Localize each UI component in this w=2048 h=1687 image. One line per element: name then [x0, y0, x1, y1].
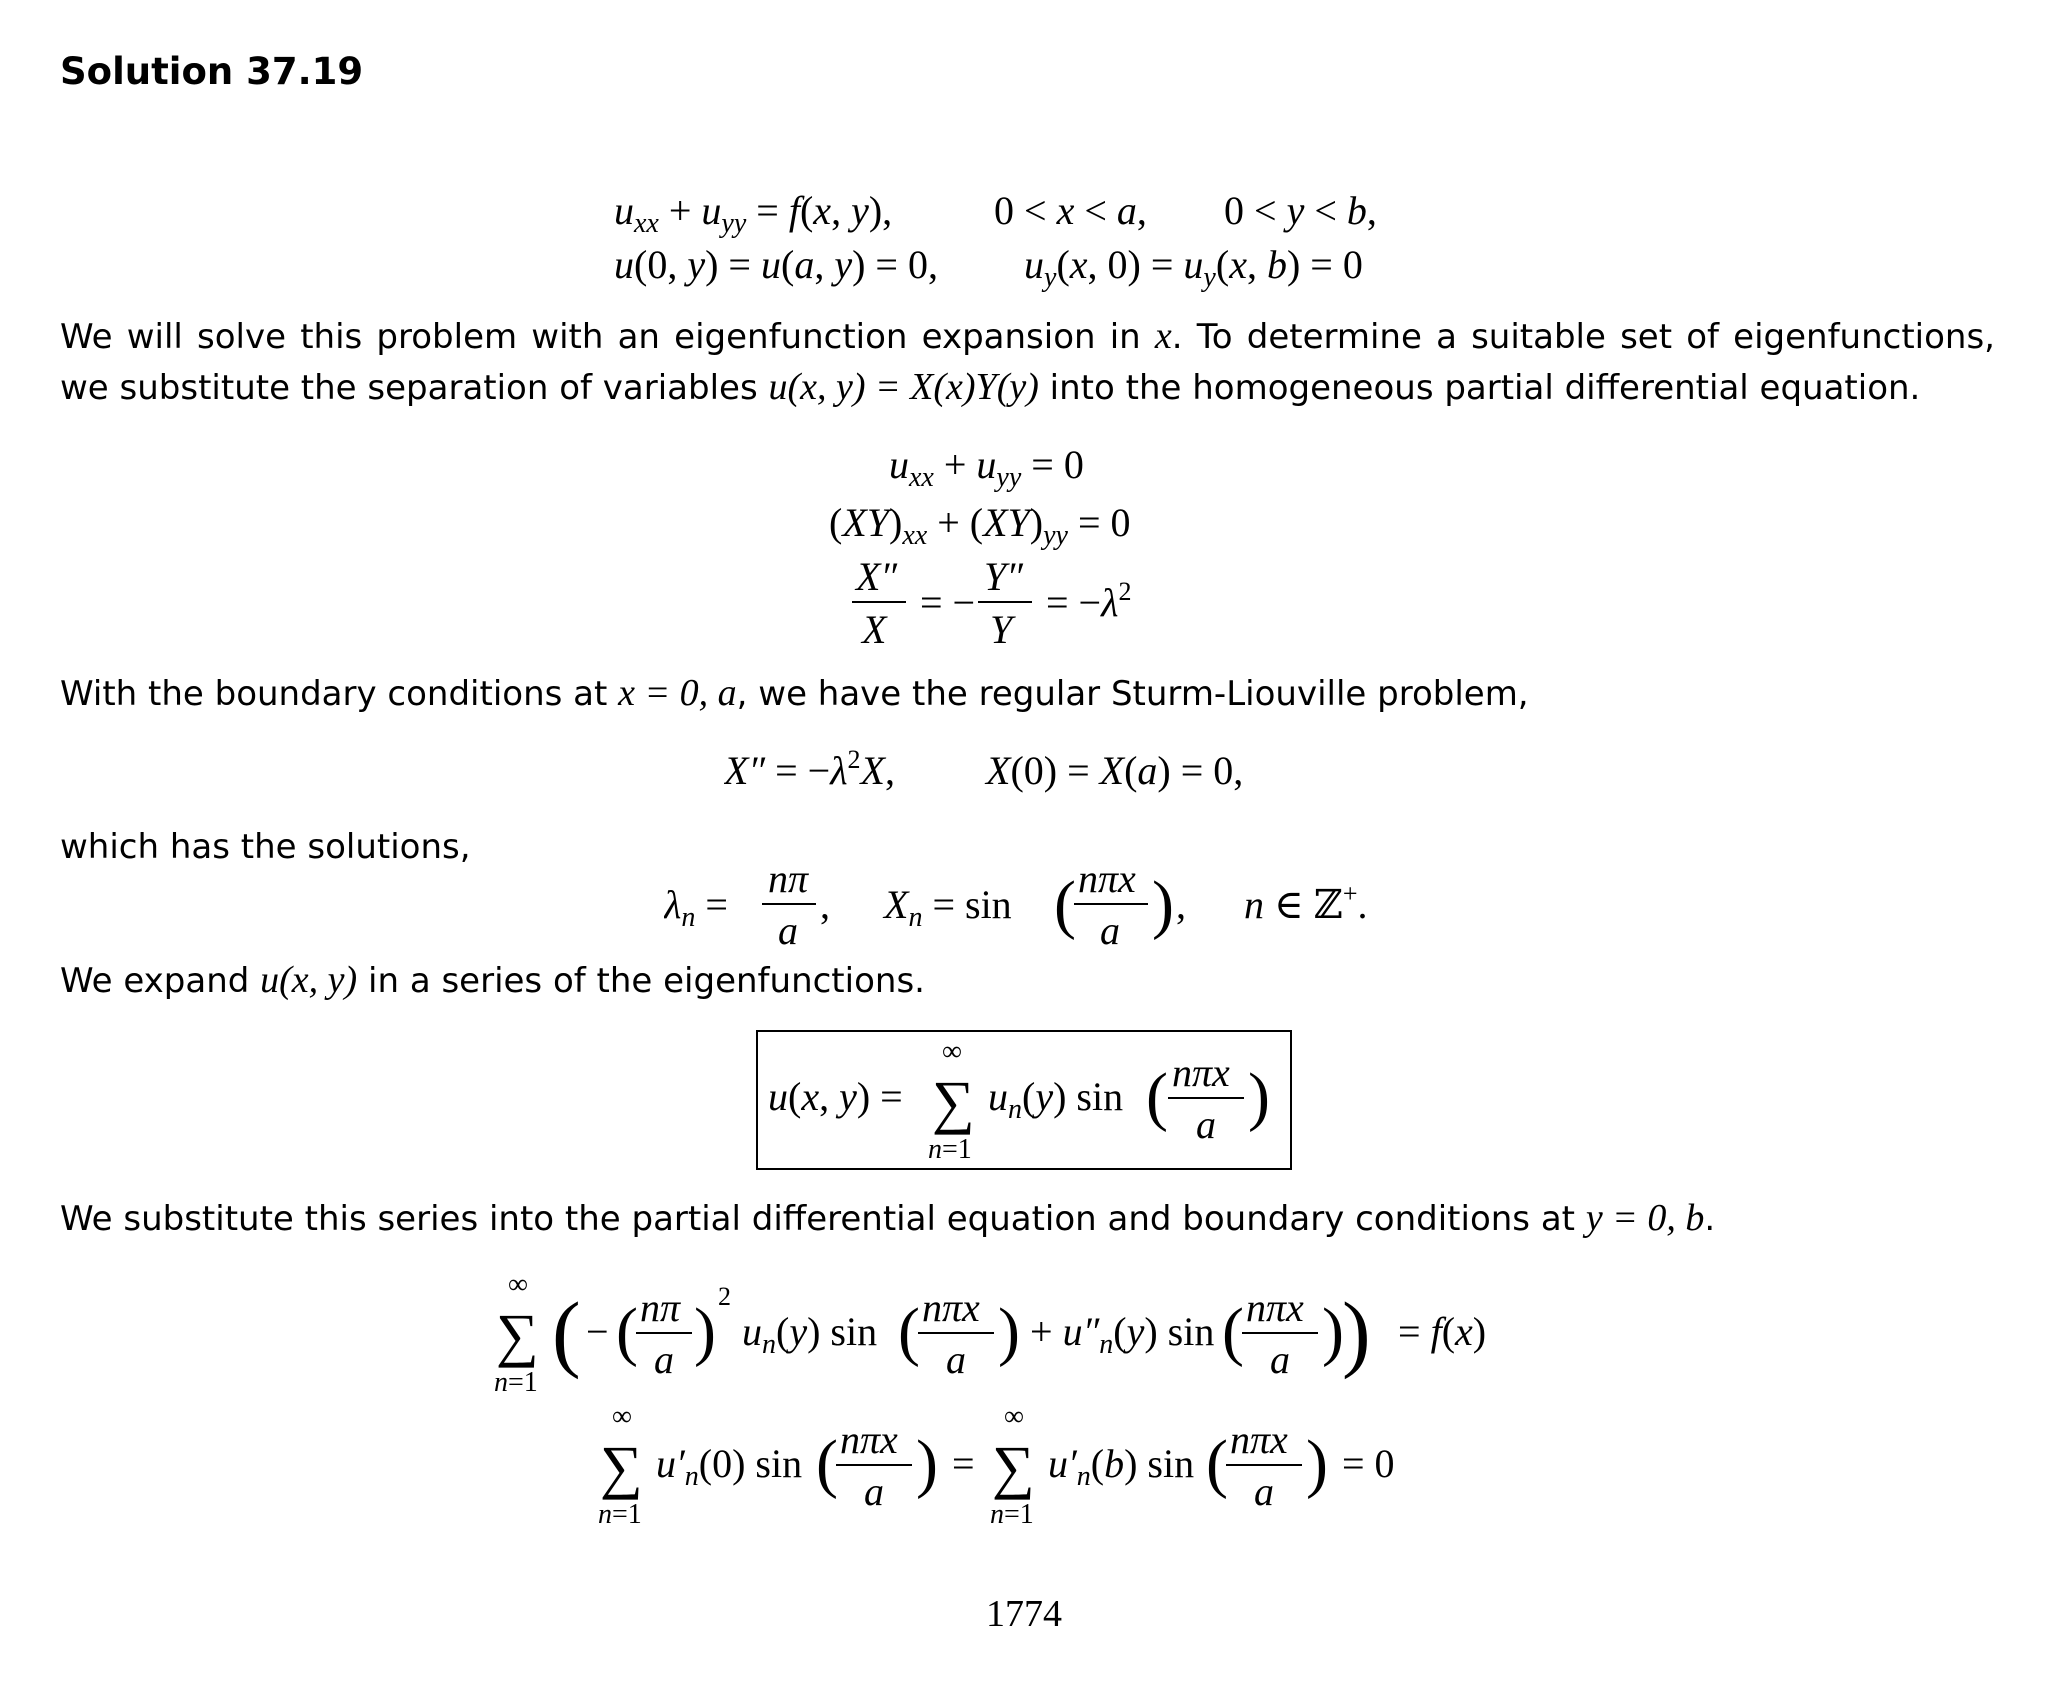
separation-equations — [0, 440, 2048, 670]
para4-math-a: u(x, y) — [260, 959, 358, 1001]
svg-text:u(x, y) =: u(x, y) = — [768, 1074, 903, 1119]
svg-text:n=1: n=1 — [494, 1367, 538, 1398]
svg-text:=: = — [952, 1441, 975, 1486]
svg-text:n=1: n=1 — [598, 1499, 642, 1525]
sturm-liouville-equation — [0, 740, 2048, 810]
section-heading: Solution 37.19 — [60, 50, 364, 93]
svg-text:uxx + uyy = 0: $u_{xx} + u_{yy} = 0$ — [889, 442, 1084, 493]
svg-text:(: ( — [1222, 1295, 1244, 1368]
separation-graphic — [814, 440, 1234, 660]
svg-text:λn =: $\lambda_n$ = — [664, 882, 728, 933]
svg-text:nπ: nπ — [640, 1285, 681, 1330]
svg-text:∑: ∑ — [600, 1434, 643, 1500]
svg-text:(: ( — [616, 1295, 638, 1368]
svg-text:∑: ∑ — [932, 1069, 975, 1135]
svg-text:X″ = −λ2X,: $X'' = -\lambda^2X$, — [724, 745, 895, 793]
svg-text:a: a — [946, 1337, 966, 1382]
para1-text-a: We will solve this problem with an eigenfunction expansion in — [60, 317, 1155, 357]
svg-text:nπx: nπx — [840, 1417, 898, 1462]
svg-text:= f(x): = f(x) — [1398, 1309, 1487, 1354]
svg-text:,: , — [820, 882, 830, 927]
svg-text:(: ( — [1146, 1060, 1168, 1133]
svg-text:Y: Y — [990, 607, 1013, 652]
svg-text:un(y) sin: $u_n(y)$ sin — [988, 1074, 1124, 1125]
svg-text:−: − — [586, 1309, 609, 1354]
svg-text:): ) — [1342, 1284, 1371, 1380]
svg-text:(XY)xx + (XY)yy = 0: $(XY)_{xx} + (XY)_{yy} = 0$ — [829, 500, 1131, 551]
svg-text:n=1: n=1 — [928, 1134, 972, 1165]
para5-text-a: We substitute this series into the partial differential equation and boundary conditions at — [60, 1199, 1586, 1239]
svg-text:(: ( — [816, 1427, 838, 1500]
svg-text:= −: = − — [920, 580, 976, 625]
svg-text:∞: ∞ — [1004, 1401, 1024, 1432]
paragraph-substitution — [60, 1193, 1995, 1244]
para2-text-a: With the boundary conditions at — [60, 674, 619, 714]
svg-text:∑: ∑ — [496, 1302, 539, 1368]
page-number: 1774 — [986, 1593, 1062, 1635]
svg-text:a: a — [654, 1337, 674, 1382]
eigen-solutions — [0, 848, 2048, 968]
svg-text:nπx: nπx — [1230, 1417, 1288, 1462]
svg-text:0 < x < a,: 0 < x < a, — [994, 188, 1147, 233]
svg-text:X″: X″ — [856, 554, 898, 599]
para2-math-a: x = 0, a — [618, 672, 737, 714]
svg-text:): ) — [1152, 868, 1174, 941]
svg-text:uxx + uyy = f(x, y),: $u_{xx} + u_{yy} = f(x$, y), — [614, 188, 893, 239]
svg-text:un(y) sin: $u_n(y)$ sin — [742, 1309, 878, 1360]
svg-text:2: 2 — [718, 1282, 731, 1311]
svg-text:): ) — [916, 1427, 938, 1500]
svg-text:,: , — [1176, 882, 1186, 927]
para1-math-a: x — [1154, 315, 1172, 357]
svg-text:∞: ∞ — [508, 1269, 528, 1300]
svg-text:Y″: Y″ — [984, 554, 1023, 599]
svg-text:= 0: = 0 — [1342, 1441, 1395, 1486]
svg-text:a: a — [864, 1469, 884, 1514]
substituted-graphic — [494, 1265, 1554, 1525]
svg-text:a: a — [778, 908, 798, 953]
svg-text:): ) — [1248, 1060, 1270, 1133]
para1-text-b: . To determine a suitable set of eigenfunctions, we substitute the separation of variables — [60, 317, 1995, 408]
svg-text:nπx: nπx — [1172, 1050, 1230, 1095]
svg-text:u(0, y) = u(a, y) = 0,: u(0, y) = u(a, y) = 0, — [614, 242, 938, 287]
svg-text:n ∈ ℤ+.: n ∈ ℤ+. — [1244, 879, 1368, 927]
problem-equation — [0, 182, 2048, 302]
svg-text:a: a — [1270, 1337, 1290, 1382]
para4-text-a: We expand — [60, 961, 261, 1001]
boxed-expansion-graphic — [756, 1030, 1292, 1170]
para1-text-c: into the homogeneous partial differential equation. — [1038, 368, 1921, 408]
svg-text:nπx: nπx — [1246, 1285, 1304, 1330]
para5-text-b: . — [1704, 1199, 1716, 1239]
svg-text:= −λ2: = $-\lambda^2$ — [1046, 577, 1132, 625]
para1-math-b: u(x, y) = X(x)Y(y) — [768, 366, 1039, 408]
svg-text:): ) — [1322, 1295, 1344, 1368]
svg-text:∑: ∑ — [992, 1434, 1035, 1500]
eigen-solutions-graphic — [664, 848, 1384, 958]
sturm-liouville-graphic — [724, 740, 1324, 800]
svg-text:∞: ∞ — [942, 1036, 962, 1067]
svg-text:a: a — [1254, 1469, 1274, 1514]
para5-math-a: y = 0, b — [1585, 1197, 1705, 1239]
svg-text:): ) — [1306, 1427, 1328, 1500]
svg-text:a: a — [1100, 908, 1120, 953]
svg-text:u′n(0) sin: $u'_n(0)$ sin — [656, 1441, 803, 1492]
para4-text-b: in a series of the eigenfunctions. — [357, 961, 925, 1001]
substituted-equations — [0, 1265, 2048, 1535]
svg-text:Xn = sin: $X_n = \sin$ — [884, 882, 1012, 933]
svg-text:0 < y < b,: 0 < y < b, — [1224, 188, 1377, 233]
svg-text:(: ( — [1054, 868, 1076, 941]
svg-text:∞: ∞ — [612, 1401, 632, 1432]
svg-text:X: X — [862, 607, 887, 652]
paragraph-solutions: which has the solutions, — [60, 827, 471, 867]
para2-text-b: , we have the regular Sturm-Liouville problem, — [736, 674, 1529, 714]
svg-text:a: a — [1196, 1102, 1216, 1147]
svg-text:nπx: nπx — [1078, 856, 1136, 901]
paragraph-eigenfunction-expansion — [60, 311, 1995, 413]
svg-text:u′n(b) sin: $u'_n(b)$ sin — [1048, 1441, 1195, 1492]
svg-text:(: ( — [552, 1284, 581, 1380]
svg-text:(: ( — [898, 1295, 920, 1368]
svg-text:): ) — [694, 1295, 716, 1368]
svg-text:nπx: nπx — [922, 1285, 980, 1330]
paragraph-expansion — [60, 955, 1995, 1006]
problem-equation-graphic — [614, 182, 1434, 292]
svg-text:uy(x, 0) = uy(x, b) = 0: $u_y(x$, $0) = u_y(x$, b) = 0 — [1024, 242, 1363, 292]
svg-text:X(0) = X(a) = 0,: X(0) = X(a) = 0, — [986, 748, 1244, 793]
svg-text:+ u″n(y) sin: + $u''_n(y)$ sin — [1030, 1309, 1215, 1360]
boxed-expansion — [0, 1030, 2048, 1180]
svg-text:(: ( — [1206, 1427, 1228, 1500]
svg-text:n=1: n=1 — [990, 1499, 1034, 1525]
paragraph-boundary-conditions — [60, 668, 1995, 719]
svg-text:): ) — [998, 1295, 1020, 1368]
svg-text:nπ: nπ — [768, 856, 809, 901]
